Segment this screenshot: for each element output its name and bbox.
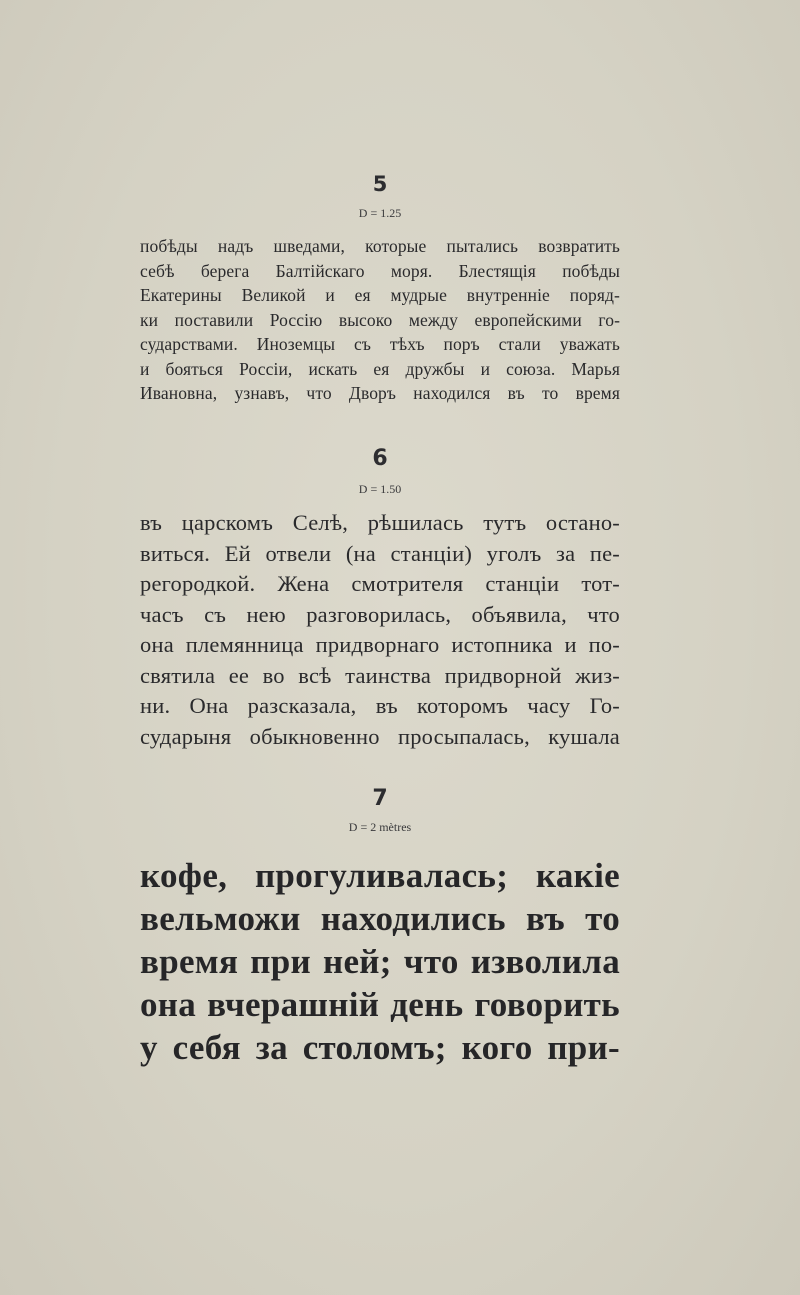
text-line: Ивановна, узнавъ, что Дворъ находился въ то время xyxy=(140,383,620,403)
text-line: кофе, прогуливалась; какіе xyxy=(140,856,620,895)
text-line: регородкой. Жена смотрителя станціи тот- xyxy=(140,571,620,596)
text-line: ни. Она разсказала, въ которомъ часу Го- xyxy=(140,693,620,718)
text-line: себѣ берега Балтійскаго моря. Блестящія побѣды xyxy=(140,260,620,281)
section-text xyxy=(140,854,620,1069)
section-text xyxy=(140,234,620,406)
section-number: 7 xyxy=(372,786,388,811)
section-5 xyxy=(140,172,620,406)
text-line: часъ съ нею разговорилась, объявила, что xyxy=(140,601,620,627)
viewing-distance: D = 1.25 xyxy=(358,206,402,220)
text-line: у себя за столомъ; кого при- xyxy=(140,1028,620,1067)
text-line: въ царскомъ Селѣ, рѣшилась тутъ остано- xyxy=(140,510,620,535)
viewing-distance: D = 1.50 xyxy=(358,482,402,496)
text-line: побѣды надъ шведами, которые пытались возвратить xyxy=(140,236,620,256)
text-line: сударствами. Иноземцы съ тѣхъ поръ стали уважать xyxy=(140,334,620,354)
section-number: 6 xyxy=(372,446,388,471)
text-line: вельможи находились въ то xyxy=(140,899,620,938)
section-number: 5 xyxy=(372,172,388,196)
viewing-distance: D = 2 mètres xyxy=(348,820,412,834)
text-line: сударыня обыкновенно просыпалась, кушала xyxy=(140,723,620,749)
section-6 xyxy=(140,446,620,752)
section-text xyxy=(140,508,620,752)
section-7 xyxy=(140,786,620,1069)
text-line: виться. Ей отвели (на станціи) уголъ за пе- xyxy=(140,540,620,566)
text-line: Екатерины Великой и ея мудрые внутренніе поряд- xyxy=(140,285,620,305)
text-line: время при ней; что изволила xyxy=(140,942,620,981)
text-line: святила ее во всѣ таинства придворной жиз- xyxy=(140,662,620,688)
text-line: ки поставили Россію высоко между европейскими го- xyxy=(140,309,620,330)
text-line: она племянница придворнаго истопника и по- xyxy=(140,632,620,657)
text-line: она вчерашній день говорить xyxy=(140,985,620,1024)
text-line: и бояться Россіи, искать ея дружбы и союза. Марья xyxy=(140,358,620,379)
